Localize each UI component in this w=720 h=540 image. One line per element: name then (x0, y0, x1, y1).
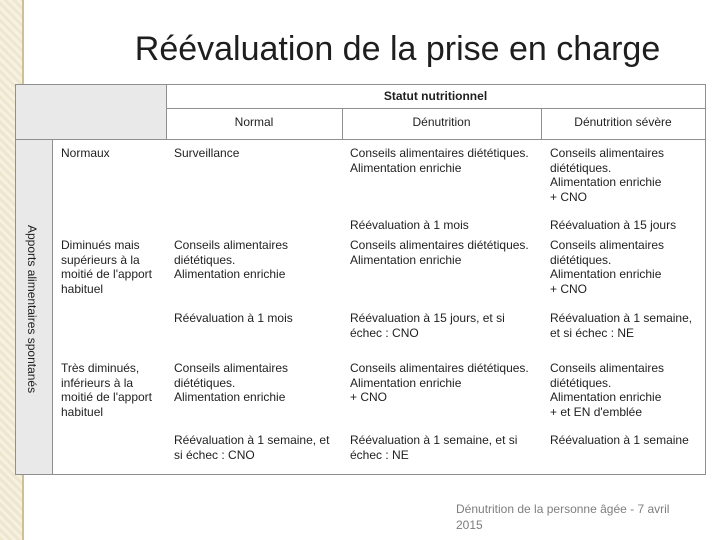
cell-reevaluation: Réévaluation à 15 jours (550, 218, 677, 232)
cell-care: Conseils alimentaires diététiques. Alimentation enrichie + CNO (550, 146, 665, 204)
cell-reevaluation: Réévaluation à 1 semaine, et si échec : NE (550, 311, 693, 340)
slide-title: Réévaluation de la prise en charge (134, 30, 661, 68)
column-group-header: Statut nutritionnel (383, 89, 488, 103)
cell-reevaluation: Réévaluation à 1 mois (174, 311, 293, 325)
table-border-top (15, 84, 705, 85)
cell-care: Conseils alimentaires diététiques. Alimentation enrichie (350, 238, 529, 267)
cell-care: Conseils alimentaires diététiques. Alimentation enrichie + et EN d'emblée (550, 361, 665, 419)
cell-care: Conseils alimentaires diététiques. Alimentation enrichie (174, 238, 289, 281)
cell-care: Conseils alimentaires diététiques. Alimentation enrichie (350, 146, 529, 175)
row-group-header: Apports alimentaires spontanés (25, 225, 39, 394)
table-corner-cell (15, 84, 166, 139)
cell-reevaluation: Réévaluation à 1 semaine, et si échec : CNO (174, 433, 330, 462)
cell-care: Conseils alimentaires diététiques. Alimentation enrichie (174, 361, 289, 404)
table-border-left (15, 84, 16, 475)
row-label-normaux: Normaux (61, 146, 110, 160)
cell-care: Surveillance (174, 146, 240, 160)
cell-reevaluation: Réévaluation à 1 semaine (550, 433, 689, 447)
column-group-divider (166, 108, 705, 109)
table-border-right (705, 84, 706, 475)
row-header-divider (52, 139, 53, 475)
row-label-tres-diminues: Très diminués, inférieurs à la moitié de l'apport habituel (61, 361, 153, 419)
column-header-denutrition: Dénutrition (412, 115, 471, 129)
column-header-denutrition-severe: Dénutrition sévère (574, 115, 672, 129)
cell-reevaluation: Réévaluation à 1 semaine, et si échec : NE (350, 433, 518, 462)
cell-reevaluation: Réévaluation à 15 jours, et si échec : CNO (350, 311, 505, 340)
slide-footer: Dénutrition de la personne âgée - 7 avril 2015 (456, 502, 670, 532)
header-bottom-divider (15, 139, 705, 140)
cell-care: Conseils alimentaires diététiques. Alimentation enrichie + CNO (350, 361, 529, 404)
column-header-normal: Normal (234, 115, 274, 129)
row-label-diminues: Diminués mais supérieurs à la moitié de l'apport habituel (61, 238, 153, 296)
table-border-bottom (15, 474, 705, 475)
cell-reevaluation: Réévaluation à 1 mois (350, 218, 469, 232)
cell-care: Conseils alimentaires diététiques. Alimentation enrichie + CNO (550, 238, 665, 296)
